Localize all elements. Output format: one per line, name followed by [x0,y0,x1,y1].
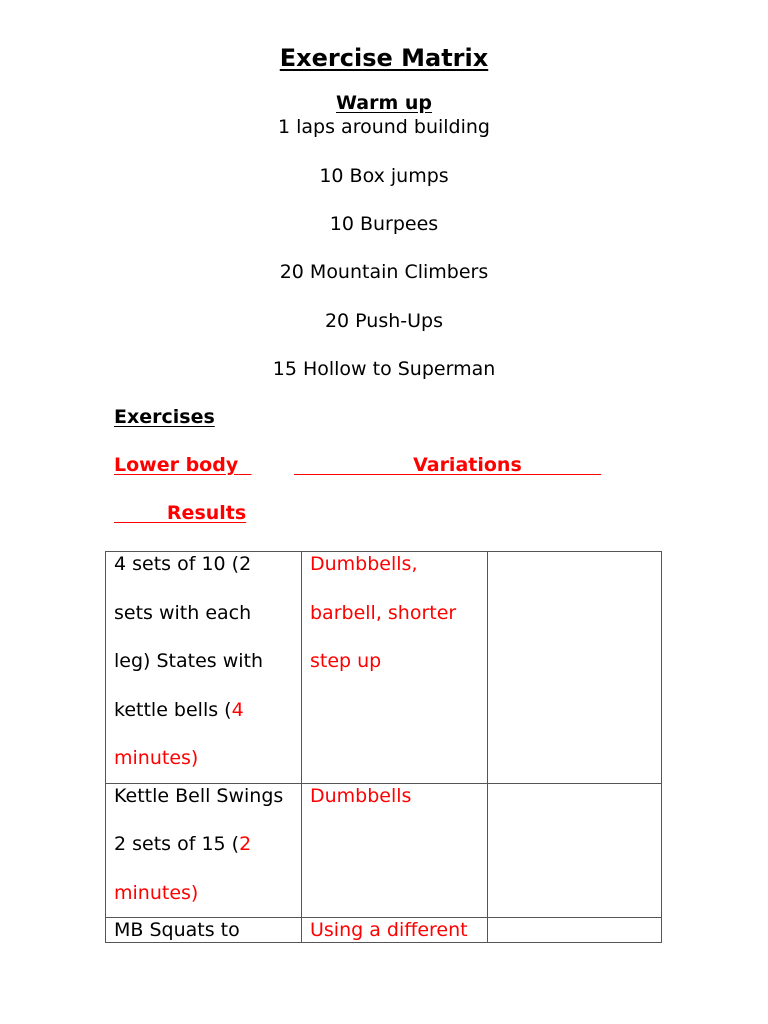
table-row [106,918,662,943]
variation-cell: Dumbbells, barbell, shorter step up [302,552,488,784]
document-title: Exercise Matrix [279,44,489,72]
warmup-item: 10 Burpees [329,213,439,235]
warmup-item: 15 Hollow to Superman [272,358,496,380]
warmup-item: 20 Mountain Climbers [279,261,489,283]
variation-cell: Using a different [302,918,488,943]
table-row [106,552,662,784]
result-cell [488,918,662,943]
result-cell [488,552,662,784]
warmup-item: 10 Box jumps [319,165,449,187]
exercises-heading: Exercises [114,406,215,428]
result-cell [488,783,662,918]
warmup-item: 1 laps around building [278,116,490,138]
exercise-cell: 4 sets of 10 (2 sets with each leg) States with kettle bells (4 minutes) [106,552,302,784]
warmup-heading: Warm up [335,92,432,114]
variation-cell: Dumbbells [302,783,488,918]
exercise-duration: 2 minutes) [114,833,252,904]
results-heading: Results [166,502,247,524]
lower-body-heading: Lower body [114,454,239,476]
exercise-cell: MB Squats to [106,918,302,943]
exercise-table [105,551,662,943]
variations-heading: Variations [413,454,522,476]
warmup-item: 20 Push-Ups [324,310,444,332]
table-row [106,783,662,918]
exercise-duration: 4 minutes) [114,698,244,769]
exercise-cell: Kettle Bell Swings 2 sets of 15 (2 minutes) [106,783,302,918]
